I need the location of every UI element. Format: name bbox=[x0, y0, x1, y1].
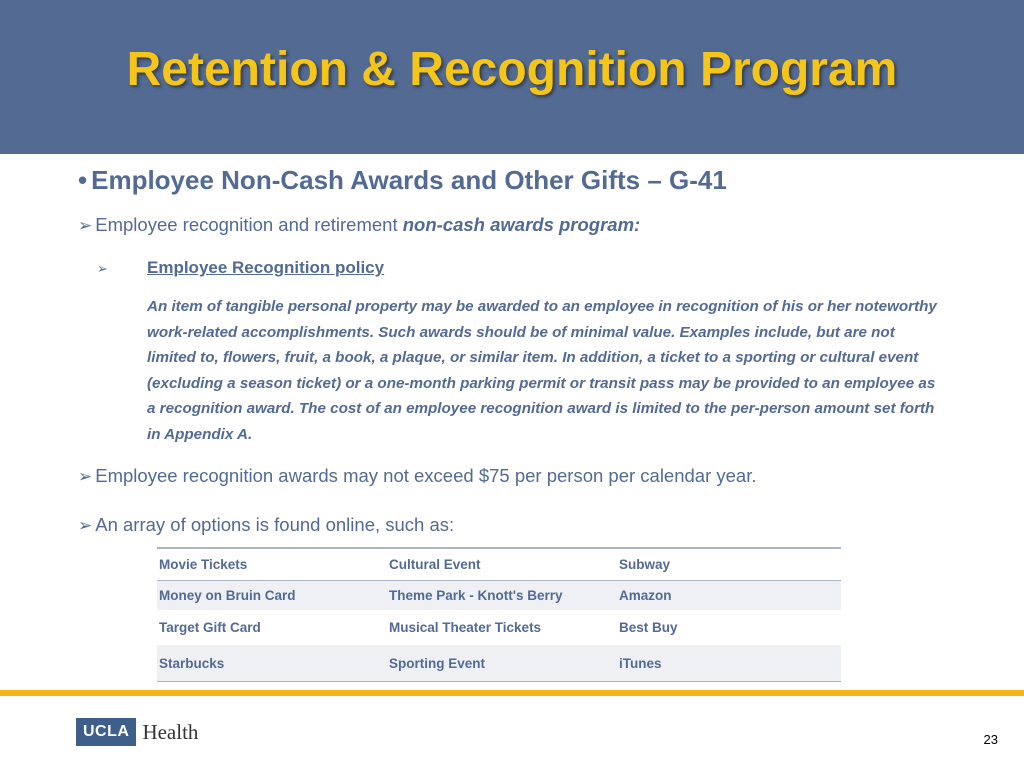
logo-ucla-box: UCLA bbox=[76, 718, 136, 746]
table-cell: Best Buy bbox=[617, 610, 841, 645]
slide-title: Retention & Recognition Program bbox=[126, 43, 898, 96]
arrow-bullet-options bbox=[78, 514, 454, 536]
table-cell: Musical Theater Tickets bbox=[387, 610, 617, 645]
main-bullet bbox=[78, 165, 727, 196]
table-cell: Target Gift Card bbox=[157, 610, 387, 645]
table-cell: Theme Park - Knott's Berry bbox=[387, 581, 617, 611]
table-cell: Subway bbox=[617, 548, 841, 581]
bullet-dot-icon: • bbox=[78, 165, 88, 195]
table-row bbox=[157, 610, 841, 645]
table-cell: Movie Tickets bbox=[157, 548, 387, 581]
logo-health-word: Health bbox=[142, 719, 199, 744]
award-options-table bbox=[157, 547, 841, 682]
table-row bbox=[157, 645, 841, 682]
arrow-bullet-limit bbox=[78, 465, 757, 487]
table-row bbox=[157, 581, 841, 611]
table-cell: Starbucks bbox=[157, 645, 387, 682]
sub-arrow-bullet-icon: ➢ bbox=[97, 261, 108, 276]
arrow-bullet-icon: ➢ bbox=[78, 467, 93, 486]
table-cell: Money on Bruin Card bbox=[157, 581, 387, 611]
options-intro-text: An array of options is found online, such as: bbox=[95, 514, 455, 535]
ucla-health-logo bbox=[76, 718, 198, 746]
table-cell: iTunes bbox=[617, 645, 841, 682]
footer-accent-bar bbox=[0, 690, 1024, 696]
award-limit-text: Employee recognition awards may not exceed $75 per person per calendar year. bbox=[95, 465, 757, 486]
awards-program-emphasis: non-cash awards program: bbox=[402, 214, 641, 235]
table-cell: Sporting Event bbox=[387, 645, 617, 682]
arrow-bullet-awards-program bbox=[78, 214, 640, 236]
table-cell: Cultural Event bbox=[387, 548, 617, 581]
recognition-policy-text: An item of tangible personal property may be awarded to an employee in recognition of his or her noteworthy work-related accomplishments. Such awards should be of minimal value. Examples include, but are not limited to, flowers, fruit, a book, a plaque, or similar item. In addition, a ticket to a sporting or cultural event (excluding a season ticket) or a one-month parking permit or transit pass may be provided to an employee as a recognition award. The cost of an employee recognition award is limited to the per-person amount set forth in Appendix A. bbox=[147, 298, 937, 443]
awards-program-text: Employee recognition and retirement bbox=[95, 214, 403, 235]
recognition-policy-heading: Employee Recognition policy bbox=[147, 258, 385, 277]
arrow-bullet-icon: ➢ bbox=[78, 216, 93, 235]
arrow-bullet-icon: ➢ bbox=[78, 516, 93, 535]
title-banner bbox=[0, 0, 1024, 154]
page-number: 23 bbox=[983, 732, 998, 747]
main-bullet-text: Employee Non-Cash Awards and Other Gifts – G-41 bbox=[91, 165, 727, 195]
table-cell: Amazon bbox=[617, 581, 841, 611]
table-row bbox=[157, 548, 841, 581]
